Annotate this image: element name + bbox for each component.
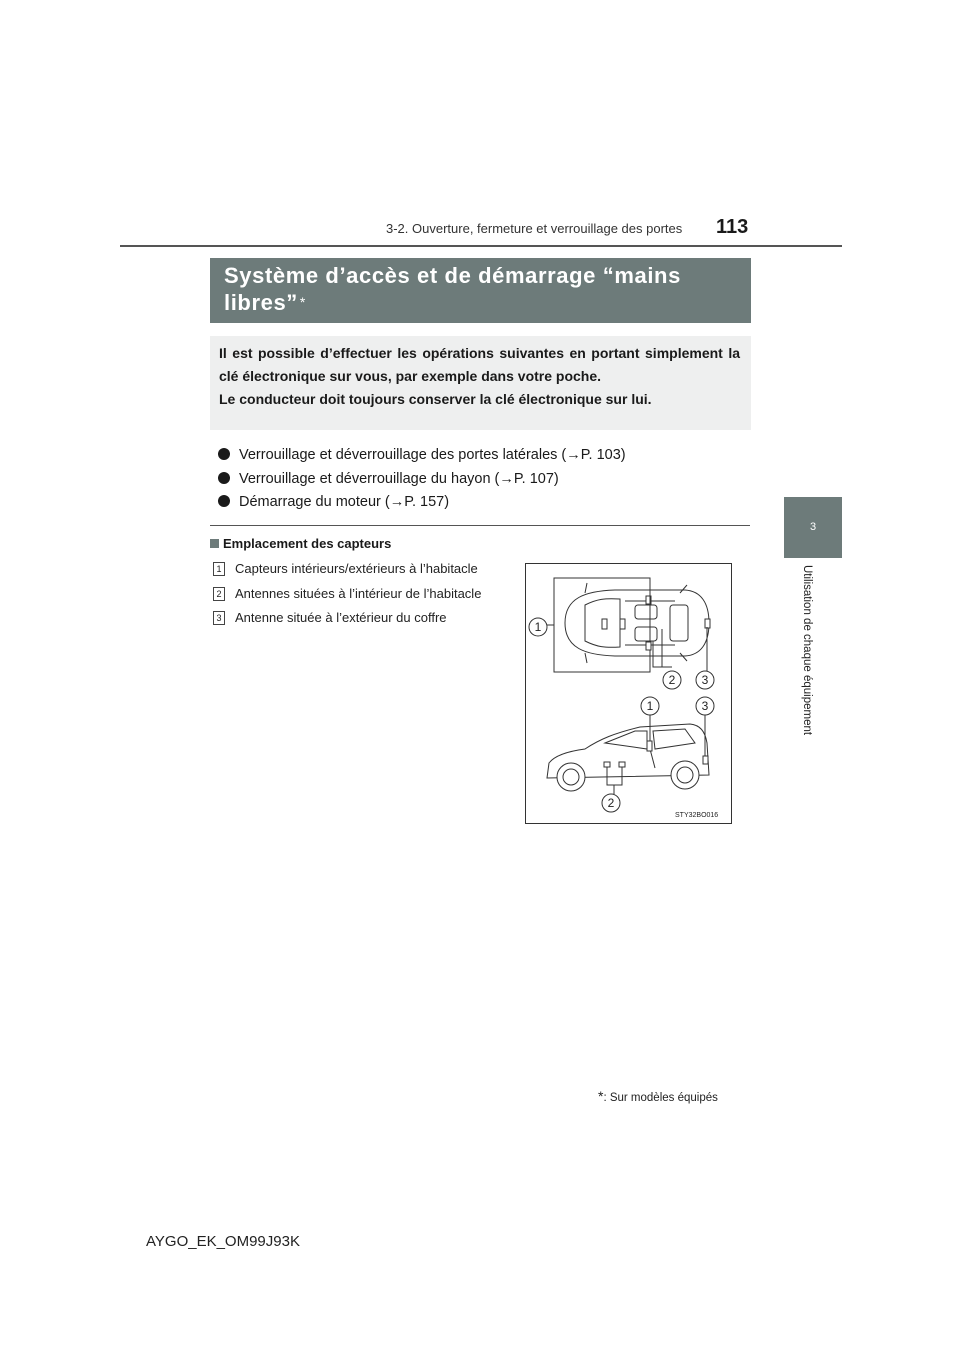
- bullet-item: [218, 471, 559, 487]
- legend-item: [213, 586, 481, 601]
- page-number: 113: [716, 216, 749, 238]
- svg-text:3: 3: [701, 699, 709, 713]
- page-title: [224, 262, 734, 316]
- footnote: [598, 1088, 718, 1104]
- bullet-item: [218, 494, 449, 510]
- legend-number: 2: [213, 587, 225, 601]
- square-bullet-icon: [210, 539, 219, 548]
- chapter-side-title-text: Utilisation de chaque équipement: [801, 565, 813, 736]
- svg-text:2: 2: [607, 796, 615, 810]
- intro-line-1: Il est possible d’effectuer les opérations suivantes en portant simplement la clé électronique sur vous, par exemple dans votre poche.: [219, 345, 740, 384]
- bullet-dot-icon: [218, 448, 230, 460]
- legend-number: 3: [213, 611, 225, 625]
- title-asterisk: *: [299, 294, 306, 310]
- intro-line-2: Le conducteur doit toujours conserver la clé électronique sur lui.: [219, 391, 652, 407]
- chapter-side-title: [795, 565, 819, 765]
- svg-text:1: 1: [646, 699, 654, 713]
- svg-text:3: 3: [701, 673, 709, 687]
- bullet-dot-icon: [218, 495, 230, 507]
- document-code: AYGO_EK_OM99J93K: [146, 1233, 300, 1250]
- bullet-dot-icon: [218, 472, 230, 484]
- figure-code: STY32BO016: [675, 812, 719, 819]
- intro-text: [219, 342, 740, 411]
- bullet-text: Verrouillage et déverrouillage des portes latérales (→P. 103): [239, 447, 626, 463]
- legend-label: Antenne située à l’extérieur du coffre: [235, 610, 447, 625]
- legend-label: Capteurs intérieurs/extérieurs à l’habitacle: [235, 561, 478, 576]
- bullet-text: Démarrage du moteur (→P. 157): [239, 494, 450, 510]
- legend-number: 1: [213, 562, 225, 576]
- chapter-number: 3: [809, 521, 817, 533]
- bullet-item: [218, 447, 626, 463]
- footnote-text: : Sur modèles équipés: [603, 1092, 718, 1104]
- section-title: 3-2. Ouverture, fermeture et verrouillage des portes: [386, 221, 683, 236]
- section-divider: [210, 525, 750, 526]
- svg-text:1: 1: [534, 620, 542, 634]
- footnote-asterisk: *: [598, 1088, 604, 1104]
- page-title-text: Système d’accès et de démarrage “mains libres”: [224, 263, 681, 315]
- subsection-heading-text: Emplacement des capteurs: [223, 536, 392, 551]
- legend-label: Antennes situées à l’intérieur de l’habitacle: [235, 586, 482, 601]
- legend-item: [213, 610, 447, 625]
- svg-text:2: 2: [668, 673, 676, 687]
- sensor-location-figure: [525, 563, 732, 824]
- subsection-heading: [210, 536, 391, 551]
- header-divider: [120, 245, 842, 247]
- bullet-text: Verrouillage et déverrouillage du hayon (→P. 107): [239, 471, 559, 487]
- legend-item: [213, 561, 478, 576]
